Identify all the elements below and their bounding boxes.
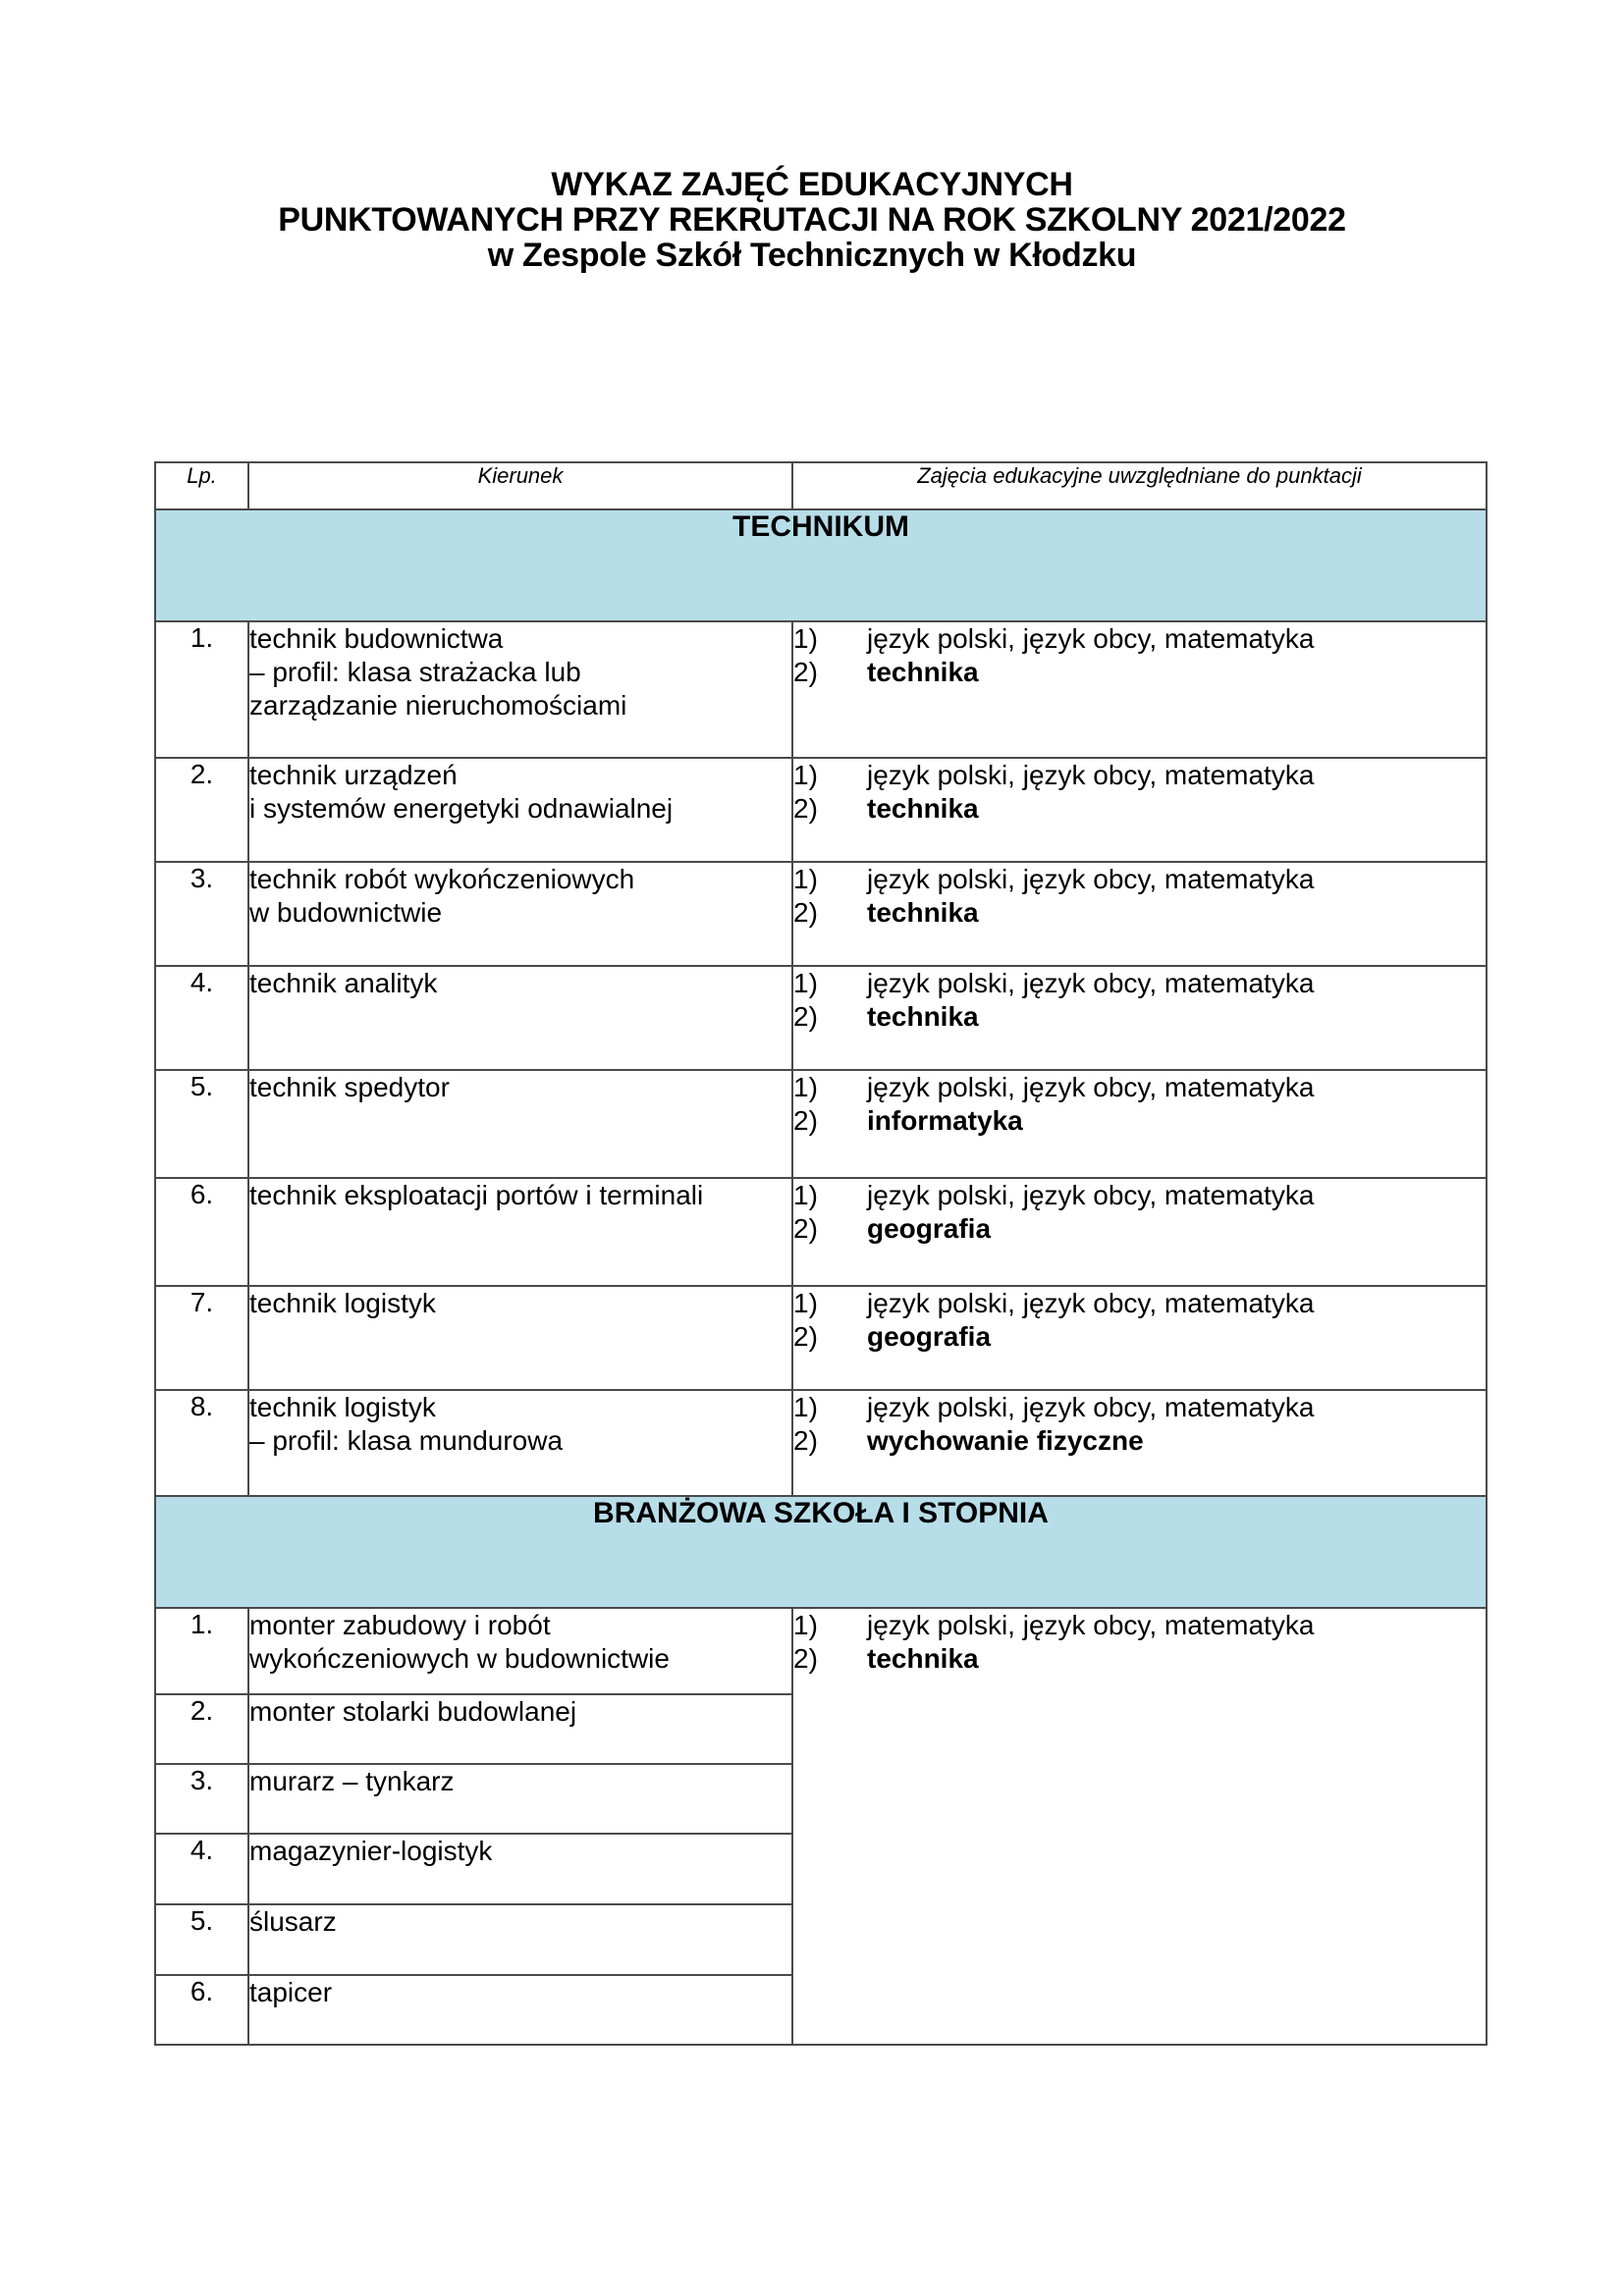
subject-text: geografia <box>867 1321 992 1352</box>
shared-subjects-cell <box>792 1608 1487 2045</box>
row-number: 3. <box>155 862 248 966</box>
subject-number: 2) <box>793 1643 818 1674</box>
subject-text: wychowanie fizyczne <box>867 1425 1144 1456</box>
subject-number: 1) <box>793 623 818 654</box>
title-line-3: w Zespole Szkół Technicznych w Kłodzku <box>487 237 1137 274</box>
subject-line <box>793 1000 1486 1034</box>
kierunek-line: ślusarz <box>249 1906 337 1937</box>
kierunek-cell <box>248 621 792 758</box>
subject-text: technika <box>867 1001 979 1032</box>
kierunek-cell <box>248 966 792 1070</box>
title-line-1: WYKAZ ZAJĘĆ EDUKACYJNYCH <box>551 166 1073 203</box>
subject-text: język polski, język obcy, matematyka <box>867 968 1315 998</box>
row-number: 3. <box>155 1764 248 1834</box>
kierunek-cell <box>248 1390 792 1496</box>
subject-number: 2) <box>793 1213 818 1244</box>
subject-number: 1) <box>793 1288 818 1318</box>
kierunek-cell <box>248 1070 792 1178</box>
subject-line <box>793 1179 1486 1212</box>
subjects-cell <box>792 1390 1487 1496</box>
subject-text: język polski, język obcy, matematyka <box>867 623 1315 654</box>
kierunek-line: technik eksploatacji portów i terminali <box>249 1180 704 1210</box>
subject-text: język polski, język obcy, matematyka <box>867 1610 1315 1640</box>
section-band <box>155 1496 1487 1608</box>
subjects-cell <box>792 1070 1487 1178</box>
subject-number: 2) <box>793 1105 818 1136</box>
subject-line <box>793 622 1486 656</box>
subject-text: technika <box>867 793 979 824</box>
subject-number: 2) <box>793 897 818 928</box>
header-kierunek: Kierunek <box>248 462 792 509</box>
subject-text: język polski, język obcy, matematyka <box>867 1072 1315 1102</box>
row-number: 1. <box>155 621 248 758</box>
subject-line <box>793 896 1486 930</box>
subject-number: 1) <box>793 1610 818 1640</box>
subjects-table <box>154 461 1488 2046</box>
header-lp: Lp. <box>155 462 248 509</box>
table-row <box>155 758 1487 862</box>
kierunek-line: – profil: klasa mundurowa <box>249 1425 564 1456</box>
subject-number: 2) <box>793 1425 818 1456</box>
kierunek-line: murarz – tynkarz <box>249 1766 455 1796</box>
kierunek-line: technik spedytor <box>249 1072 450 1102</box>
kierunek-line: technik robót wykończeniowych <box>249 864 635 894</box>
header-zajecia: Zajęcia edukacyjne uwzględniane do punktacji <box>792 462 1487 509</box>
subject-line <box>793 1424 1486 1458</box>
kierunek-cell <box>248 1286 792 1390</box>
row-number: 4. <box>155 966 248 1070</box>
subject-line <box>793 1104 1486 1138</box>
subject-line <box>793 759 1486 792</box>
table-row <box>155 1070 1487 1178</box>
kierunek-line: technik logistyk <box>249 1392 436 1422</box>
subject-number: 1) <box>793 864 818 894</box>
subjects-cell <box>792 966 1487 1070</box>
table-row <box>155 1390 1487 1496</box>
kierunek-cell <box>248 1694 792 1764</box>
title-line-2: PUNKTOWANYCH PRZY REKRUTACJI NA ROK SZKOLNY 2021/2022 <box>278 201 1346 239</box>
row-number: 8. <box>155 1390 248 1496</box>
kierunek-cell <box>248 1178 792 1286</box>
row-number: 6. <box>155 1178 248 1286</box>
subject-text: język polski, język obcy, matematyka <box>867 760 1315 790</box>
subject-number: 1) <box>793 1072 818 1102</box>
table-row <box>155 1178 1487 1286</box>
kierunek-line: zarządzanie nieruchomościami <box>249 690 627 721</box>
subject-number: 1) <box>793 760 818 790</box>
subjects-cell <box>792 621 1487 758</box>
subject-text: język polski, język obcy, matematyka <box>867 1288 1315 1318</box>
subject-number: 1) <box>793 1180 818 1210</box>
subject-number: 2) <box>793 657 818 687</box>
row-number: 2. <box>155 1694 248 1764</box>
table-row <box>155 621 1487 758</box>
subject-text: informatyka <box>867 1105 1023 1136</box>
subject-text: technika <box>867 1643 979 1674</box>
subject-line <box>793 967 1486 1000</box>
kierunek-cell <box>248 1975 792 2045</box>
subjects-cell <box>792 862 1487 966</box>
subject-line <box>793 863 1486 896</box>
subjects-cell <box>792 758 1487 862</box>
kierunek-cell <box>248 1904 792 1975</box>
subject-line <box>793 1071 1486 1104</box>
row-number: 7. <box>155 1286 248 1390</box>
kierunek-line: w budownictwie <box>249 897 443 928</box>
row-number: 2. <box>155 758 248 862</box>
table-header-row <box>155 462 1487 509</box>
subject-line <box>793 1609 1486 1642</box>
kierunek-cell <box>248 862 792 966</box>
table-row <box>155 1608 1487 1694</box>
subject-line <box>793 1320 1486 1354</box>
subject-number: 1) <box>793 1392 818 1422</box>
subject-line <box>793 792 1486 826</box>
kierunek-line: monter zabudowy i robót <box>249 1610 551 1640</box>
subject-text: język polski, język obcy, matematyka <box>867 1392 1315 1422</box>
section-title: BRANŻOWA SZKOŁA I STOPNIA <box>155 1496 1487 1608</box>
kierunek-cell <box>248 1608 792 1694</box>
section-band <box>155 509 1487 621</box>
kierunek-line: monter stolarki budowlanej <box>249 1696 577 1727</box>
subject-text: język polski, język obcy, matematyka <box>867 864 1315 894</box>
subject-number: 2) <box>793 1321 818 1352</box>
row-number: 1. <box>155 1608 248 1694</box>
subject-line <box>793 1391 1486 1424</box>
subject-text: język polski, język obcy, matematyka <box>867 1180 1315 1210</box>
subject-text: technika <box>867 897 979 928</box>
kierunek-cell <box>248 1764 792 1834</box>
subjects-cell <box>792 1178 1487 1286</box>
subject-number: 1) <box>793 968 818 998</box>
subject-line <box>793 656 1486 689</box>
table-row <box>155 1286 1487 1390</box>
subject-text: geografia <box>867 1213 992 1244</box>
kierunek-line: technik logistyk <box>249 1288 436 1318</box>
row-number: 6. <box>155 1975 248 2045</box>
subject-text: technika <box>867 657 979 687</box>
kierunek-line: technik budownictwa <box>249 623 504 654</box>
row-number: 4. <box>155 1834 248 1904</box>
subject-number: 2) <box>793 793 818 824</box>
table-row <box>155 966 1487 1070</box>
kierunek-line: technik urządzeń <box>249 760 458 790</box>
kierunek-line: – profil: klasa strażacka lub <box>249 657 581 687</box>
subject-number: 2) <box>793 1001 818 1032</box>
kierunek-cell <box>248 758 792 862</box>
table-row <box>155 862 1487 966</box>
subjects-cell <box>792 1286 1487 1390</box>
kierunek-cell <box>248 1834 792 1904</box>
kierunek-line: magazynier-logistyk <box>249 1836 493 1866</box>
kierunek-line: i systemów energetyki odnawialnej <box>249 793 674 824</box>
kierunek-line: tapicer <box>249 1977 333 2007</box>
row-number: 5. <box>155 1070 248 1178</box>
row-number: 5. <box>155 1904 248 1975</box>
subject-line <box>793 1287 1486 1320</box>
subject-line <box>793 1212 1486 1246</box>
kierunek-line: technik analityk <box>249 968 438 998</box>
kierunek-line: wykończeniowych w budownictwie <box>249 1643 670 1674</box>
section-title: TECHNIKUM <box>155 509 1487 621</box>
subject-line <box>793 1642 1486 1676</box>
document-title <box>0 167 1624 273</box>
